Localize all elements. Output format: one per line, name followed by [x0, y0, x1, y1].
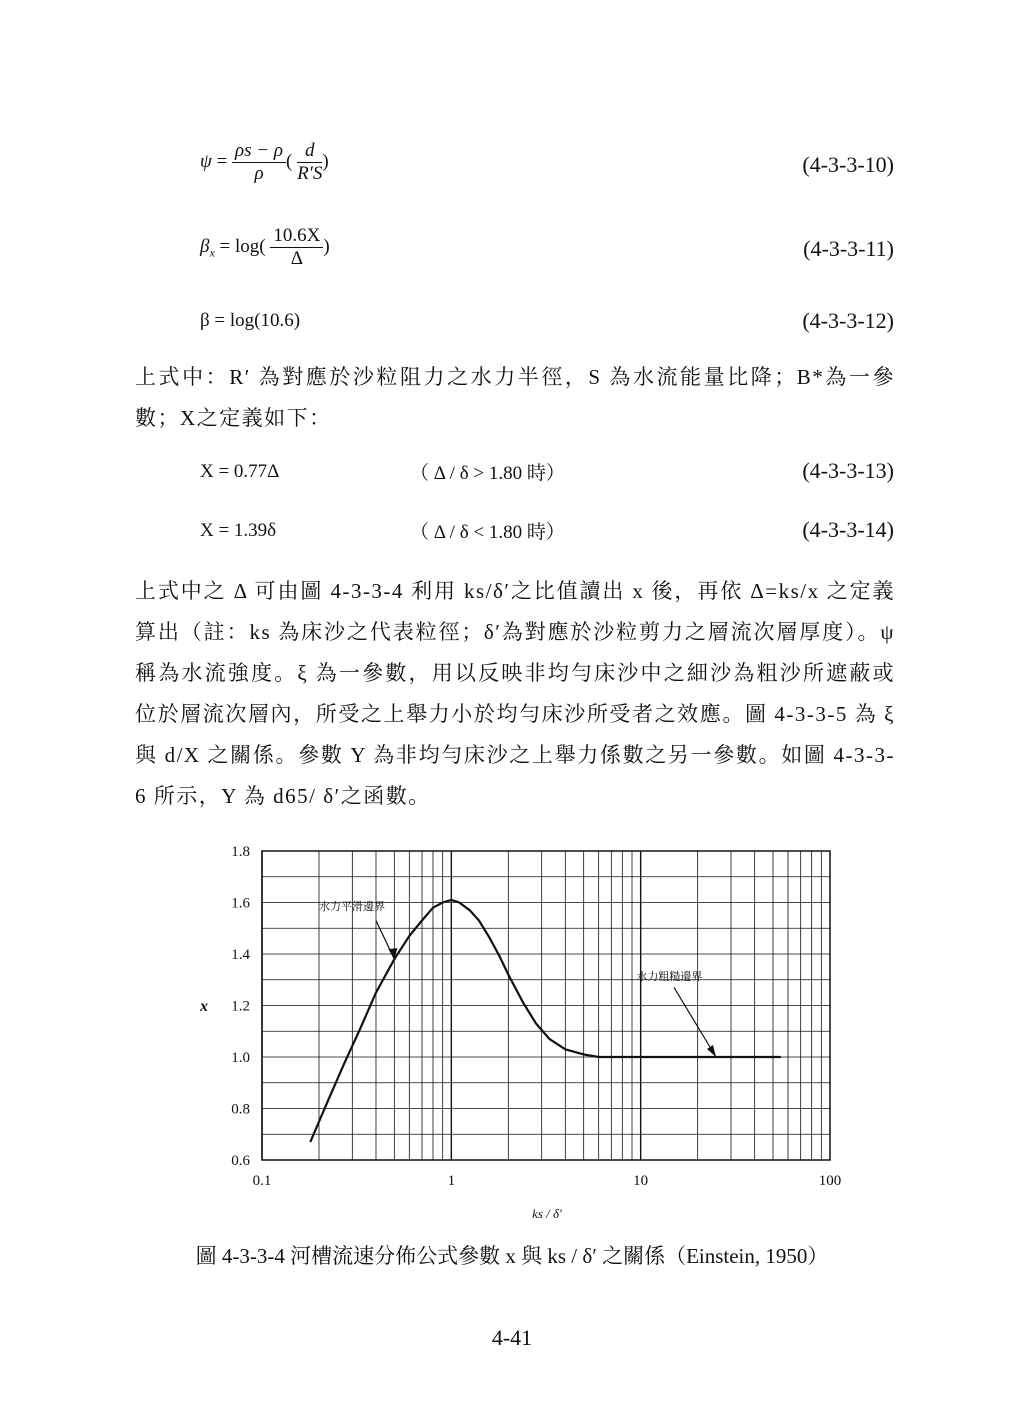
fraction: [270, 225, 323, 270]
denominator: R′S: [297, 163, 323, 184]
y-tick-label: 0.8: [231, 1101, 250, 1118]
equation-4-3-3-10: ψ = $\frac{\rho s - \rho}{\rho}$ ( $\frac{d}{R'S}$ ): [200, 140, 329, 184]
numerator: d: [297, 140, 322, 163]
numerator: 10.6X: [270, 225, 323, 248]
numerator: ρs − ρ: [232, 140, 286, 163]
annotation-arrowhead: [707, 1045, 716, 1057]
equation-number: (4-3-3-12): [802, 308, 894, 333]
denominator: ρ: [254, 163, 264, 184]
annotation-label: 水力粗糙邊界: [636, 969, 703, 983]
x-tick-label: 100: [818, 1173, 842, 1189]
fraction: [297, 140, 322, 185]
equation-number: (4-3-3-10): [802, 152, 894, 177]
y-tick-label: 1.6: [231, 895, 250, 912]
annotations: [319, 899, 716, 1057]
y-tick-label: 1.0: [231, 1050, 250, 1066]
equation-number: (4-3-3-11): [803, 236, 894, 261]
x-tick-labels: [253, 1173, 842, 1189]
equation-condition: （ Δ / δ > 1.80 時）: [410, 463, 565, 484]
x-tick-label: 0.1: [252, 1173, 272, 1189]
chart-grid: [262, 851, 830, 1160]
paragraph-definitions: 上式中：R′ 為對應於沙粒阻力之水力半徑，S 為水流能量比降；B*為一參數；X之定義如下：: [135, 365, 895, 430]
annotation-label: 水力平滑邊界: [318, 900, 385, 914]
y-tick-label: 1.8: [231, 844, 250, 860]
x-axis-label: ks / δ′: [532, 1206, 562, 1221]
y-tick-labels: [231, 844, 250, 1169]
chart-x-vs-ks-delta: [200, 835, 860, 1225]
y-tick-label: 0.6: [231, 1153, 250, 1169]
x-tick-label: 10: [633, 1173, 649, 1189]
equation-4-3-3-14: X = 1.39δ: [200, 520, 277, 541]
figure-caption: 圖 4-3-3-4 河槽流速分佈公式參數 x 與 ks / δ′ 之關係（Einstein, 1950）: [195, 1244, 829, 1268]
y-tick-label: 1.2: [231, 998, 250, 1015]
series-line: [310, 900, 781, 1142]
y-tick-label: 1.4: [231, 947, 250, 963]
equation-4-3-3-13: X = 0.77Δ: [200, 461, 280, 482]
equation-4-3-3-12: β = log(10.6): [200, 310, 301, 331]
equation-condition: （ Δ / δ < 1.80 時）: [410, 522, 565, 543]
equation-number: (4-3-3-13): [802, 458, 894, 483]
denominator: Δ: [290, 248, 303, 269]
paragraph-explanation: 上式中之 Δ 可由圖 4-3-3-4 利用 ks/δ′之比值讀出 x 後，再依 Δ=ks/x 之定義算出（註：ks 為床沙之代表粒徑；δ′為對應於沙粒剪力之層流次層厚度）。ψ 稱為水流強度。ξ 為一參數，用以反映非均勻床沙中之細沙為粗沙所遮蔽或位於層流次層內，所受之上舉力小於均勻床沙所受者之效應。圖 4-3-3-5 為 ξ與 d/X 之關係。參數 Y 為非均勻床沙之上舉力係數之另一參數。如圖 4-3-3-6 所示，Y 為 d65/ δ′之函數。: [135, 579, 895, 808]
equation-4-3-3-11: $\beta_x = \log$( $\frac{10.6X}{\Delta}$ ): [200, 225, 330, 269]
x-tick-label: 1: [447, 1173, 456, 1189]
fraction: [232, 140, 286, 185]
annotation-arrow-line: [674, 987, 716, 1057]
page-number: 4-41: [491, 1325, 533, 1350]
equation-number: (4-3-3-14): [802, 517, 894, 542]
y-axis-label: x: [200, 998, 208, 1015]
